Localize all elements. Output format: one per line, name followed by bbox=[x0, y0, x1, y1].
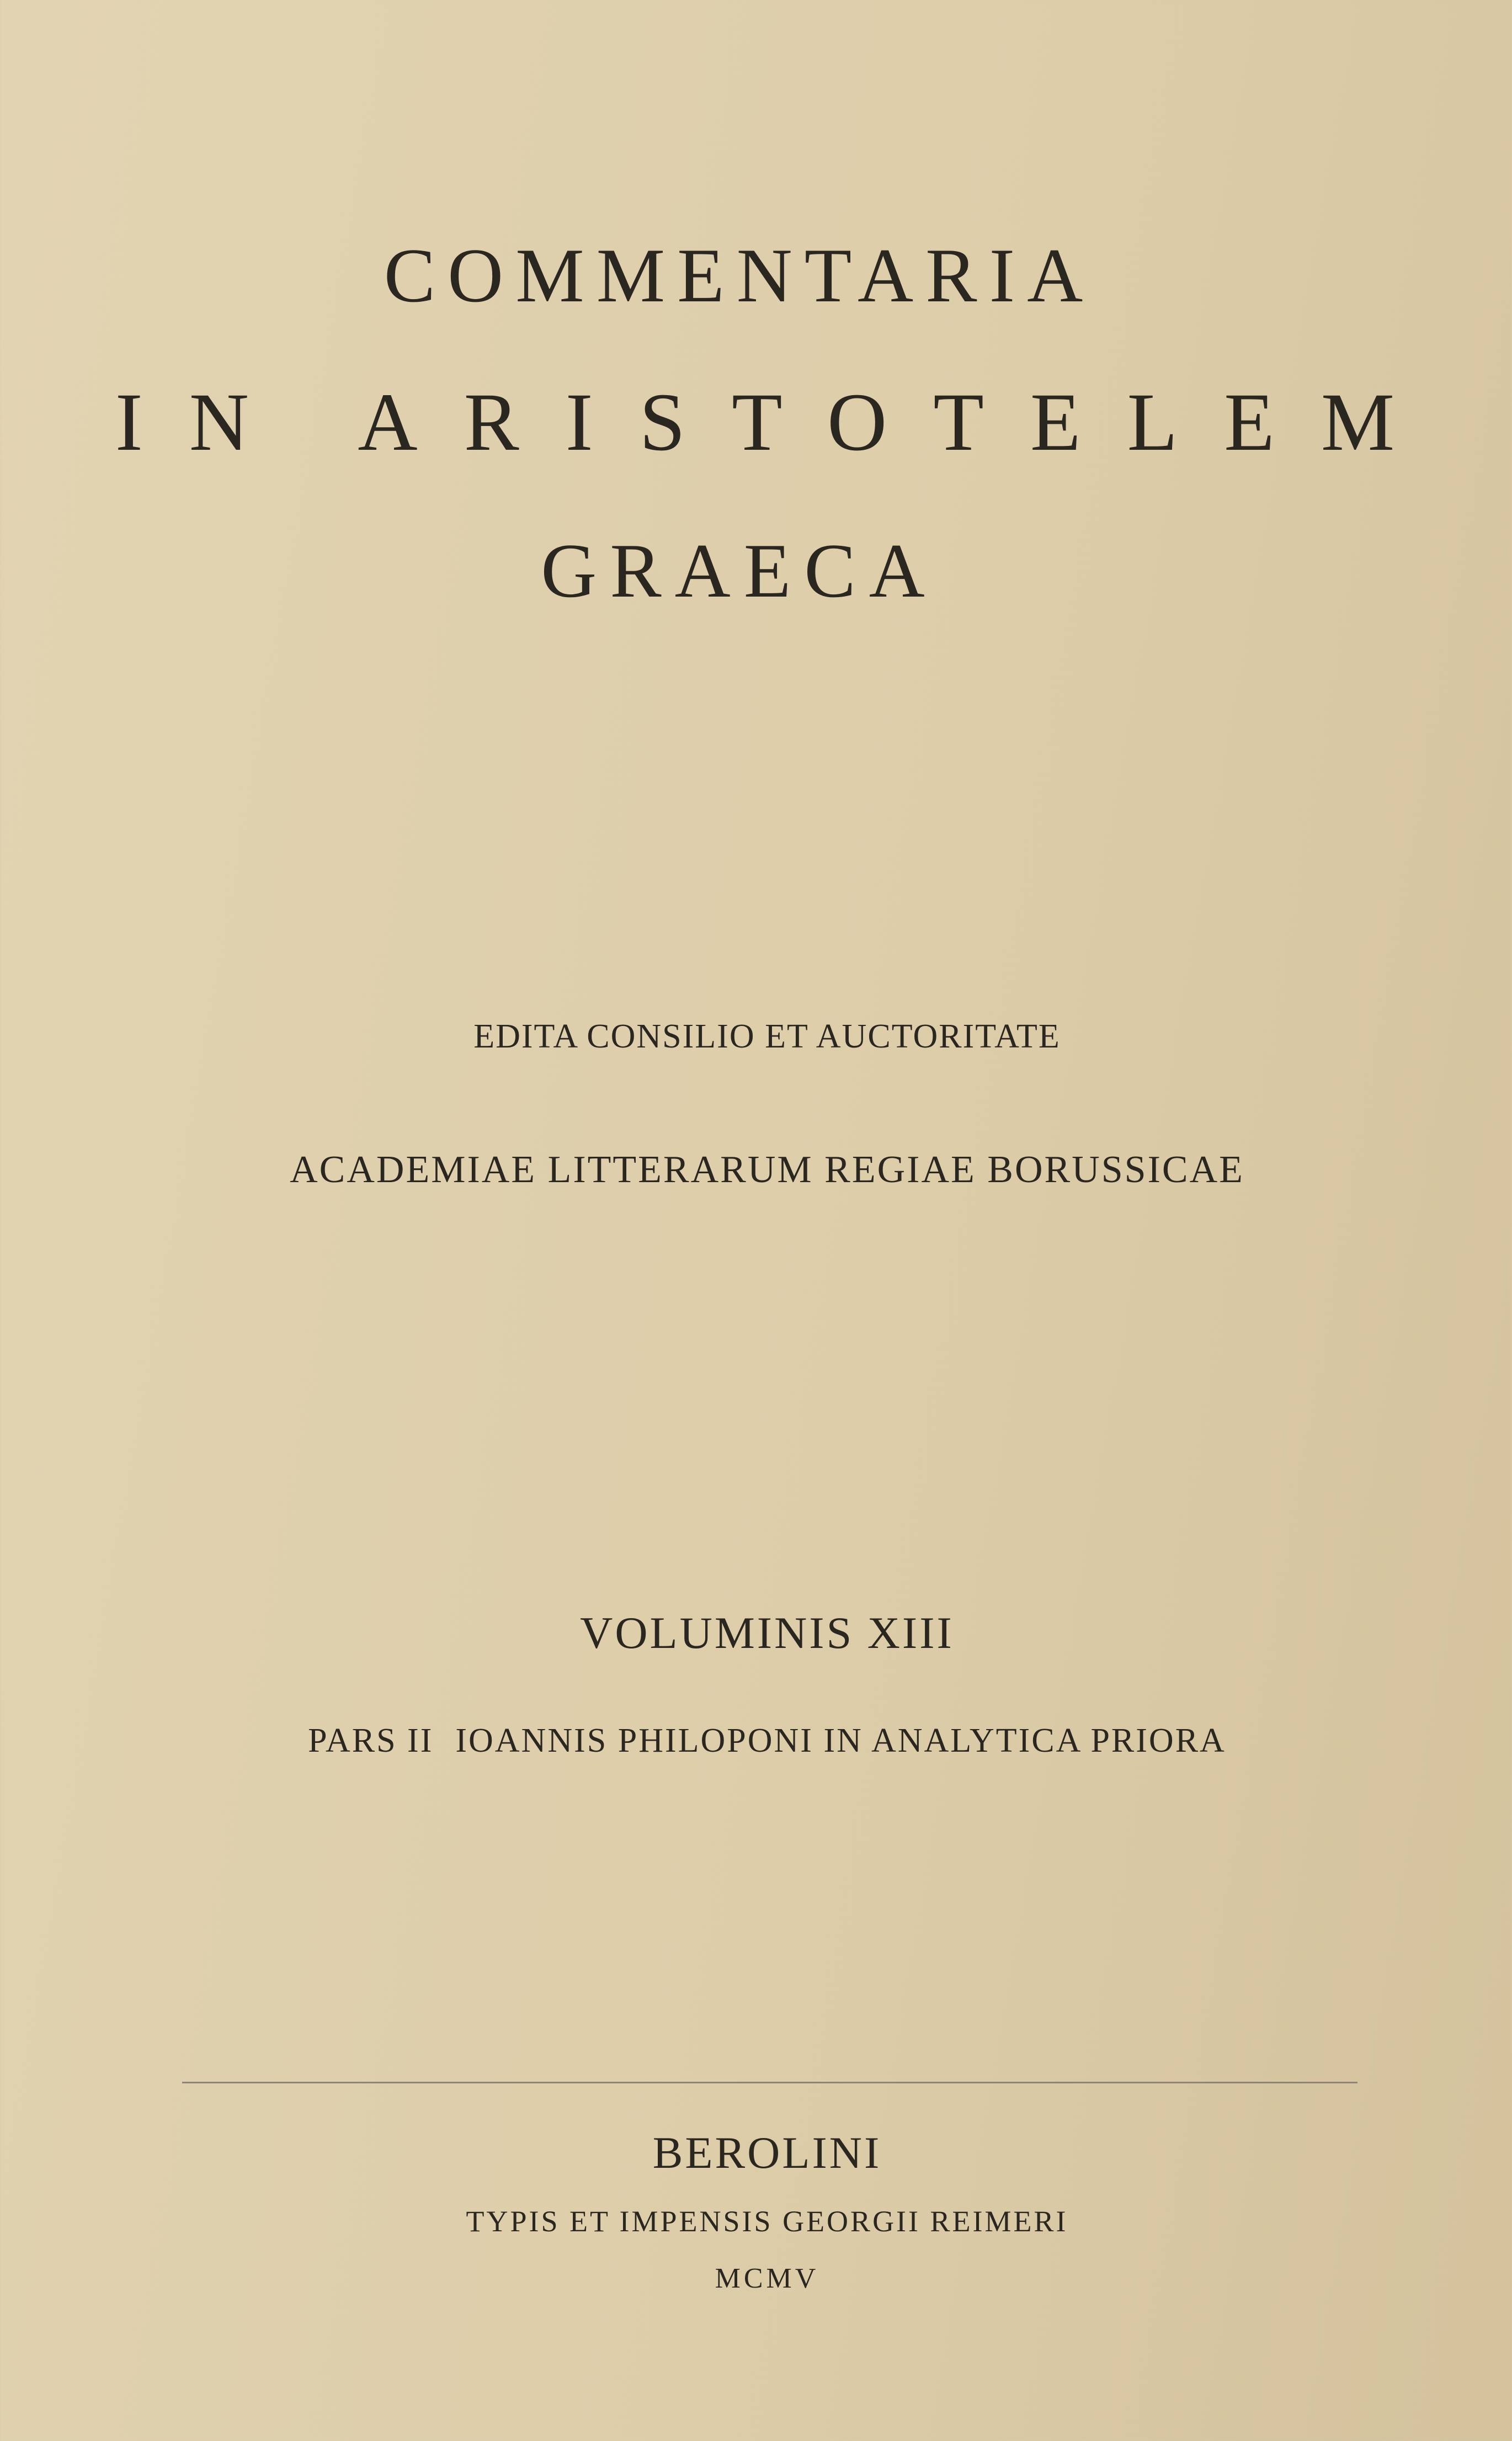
part-title: IOANNIS PHILOPONI IN ANALYTICA PRIORA bbox=[455, 1722, 1226, 1759]
imprint-printer: TYPIS ET IMPENSIS GEORGII REIMERI bbox=[466, 2205, 1068, 2238]
part-line bbox=[11, 1724, 1512, 1758]
title-line-in-aristotelem: IN ARISTOTELEM bbox=[115, 376, 1441, 468]
edited-by-line: EDITA CONSILIO ET AUCTORITATE bbox=[473, 1018, 1061, 1055]
imprint-year: MCMV bbox=[715, 2263, 819, 2294]
imprint-city: BEROLINI bbox=[652, 2128, 882, 2178]
title-line-commentaria: COMMENTARIA bbox=[384, 233, 1095, 318]
volume-line: VOLUMINIS XIII bbox=[580, 1608, 954, 1658]
horizontal-rule bbox=[182, 2082, 1357, 2083]
title-line-graeca: GRAECA bbox=[541, 528, 938, 614]
part-label: PARS II bbox=[308, 1722, 434, 1759]
academy-line: ACADEMIAE LITTERARUM REGIAE BORUSSICAE bbox=[290, 1148, 1244, 1191]
